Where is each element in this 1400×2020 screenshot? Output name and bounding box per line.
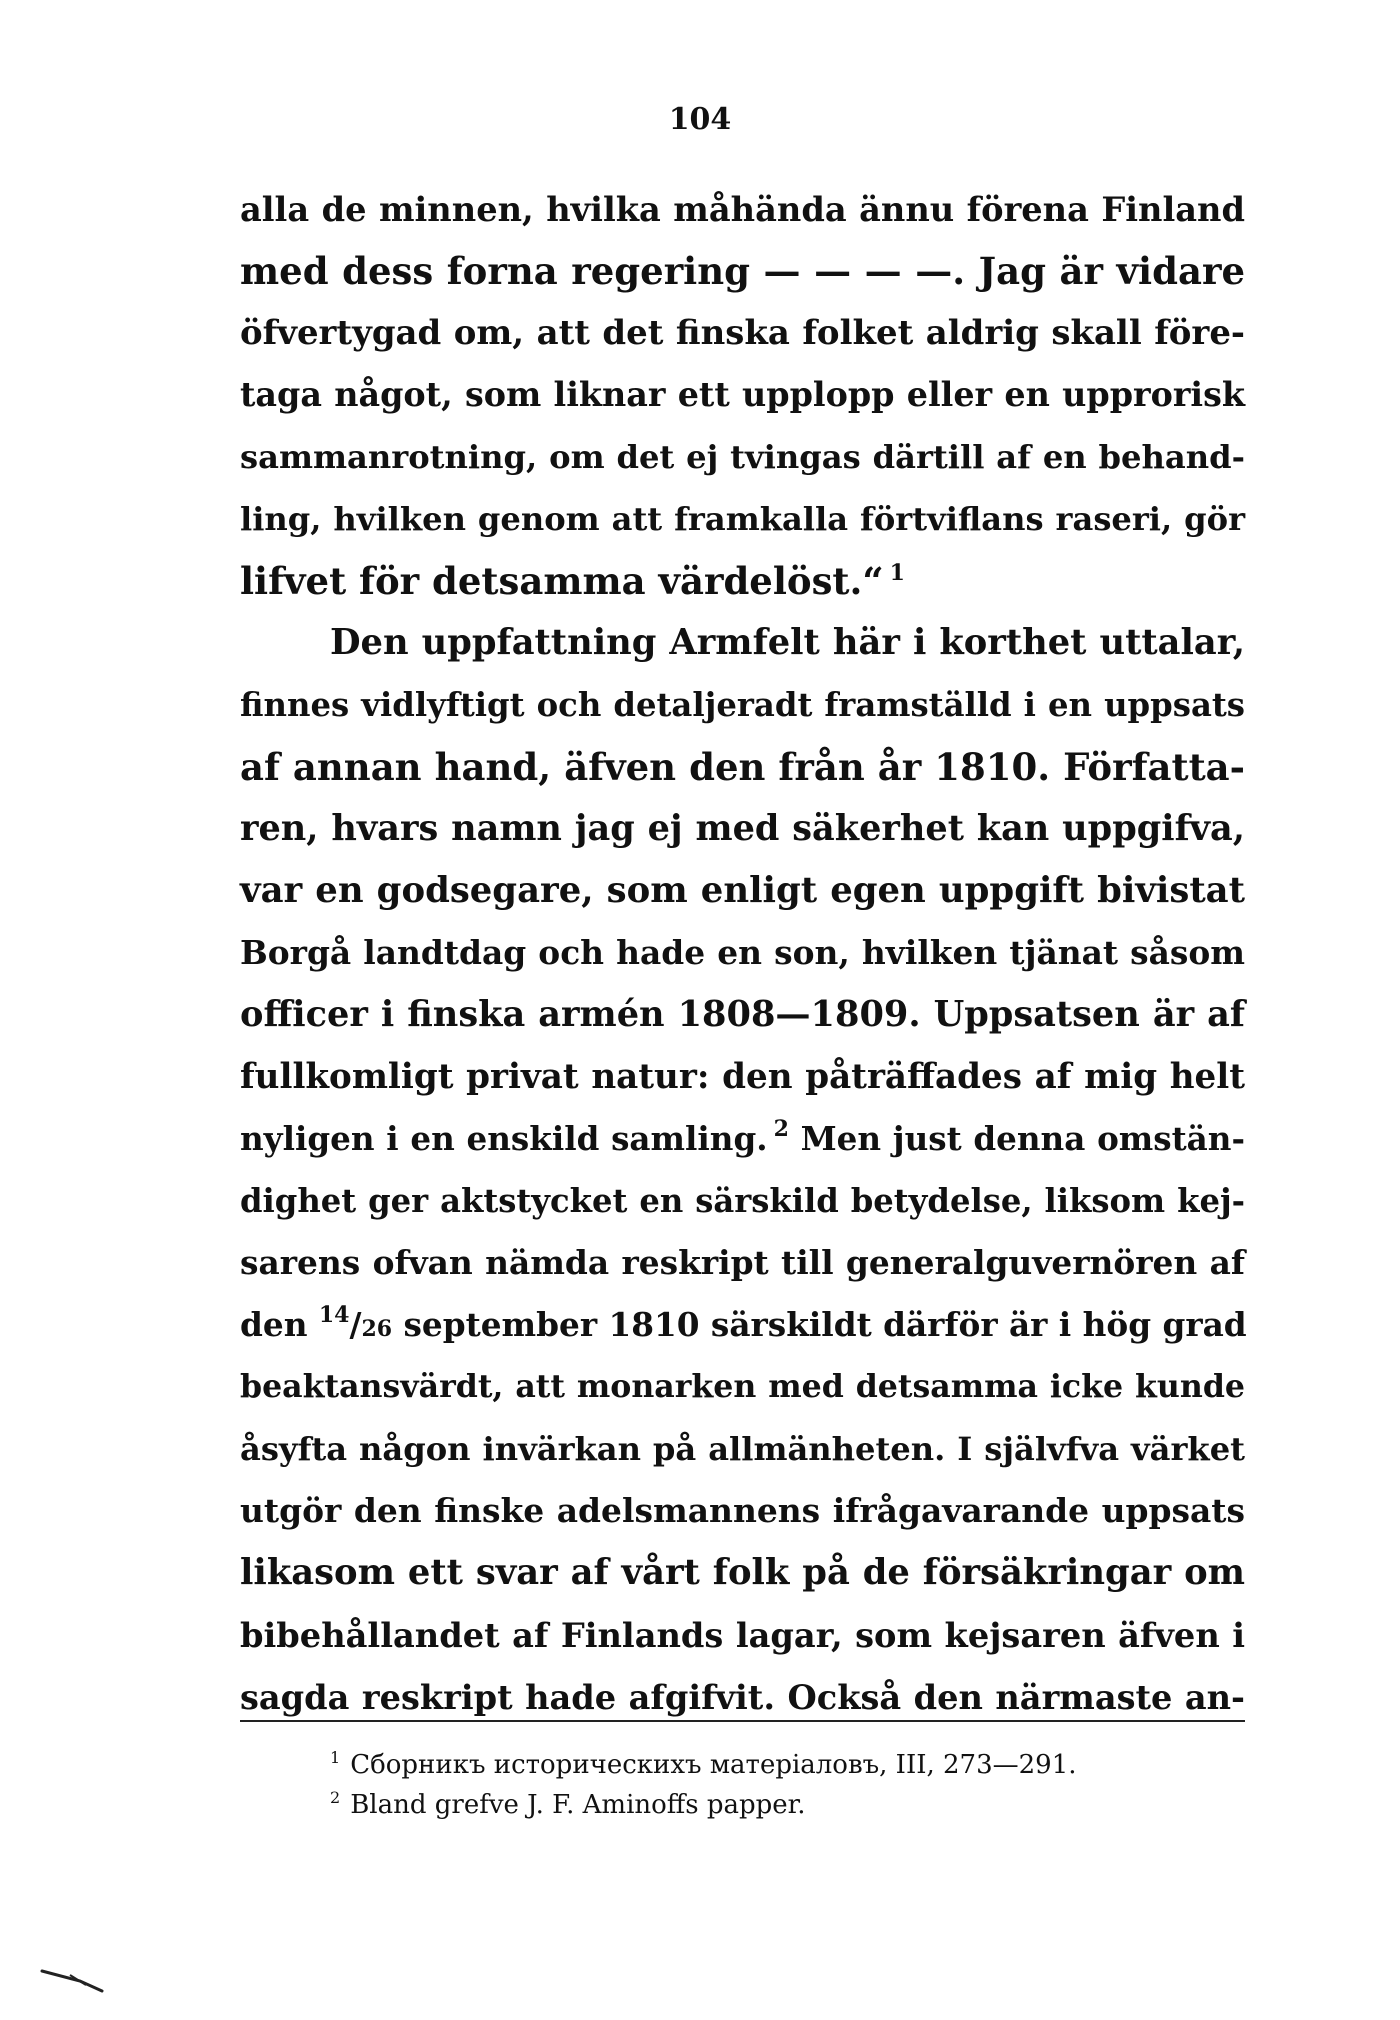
footnote-text: Сборникъ историческихъ матеріаловъ, III, 273—291. (350, 1750, 1077, 1780)
text-line (240, 674, 1245, 736)
text-line (240, 426, 1245, 488)
text-line (240, 1170, 1245, 1232)
text-line (240, 364, 1245, 426)
text-line-content: nyligen i en enskild samling. (240, 1119, 768, 1158)
text-line-content: med dess forna regering — — — —. Jag är vidare (240, 249, 1245, 293)
text-line-content: likasom ett svar af vårt folk på de försäkringar om (240, 1552, 1245, 1593)
text-line (240, 1108, 1245, 1170)
text-line (240, 612, 1245, 674)
text-line (240, 1604, 1245, 1666)
date-fraction-slash: / (349, 1305, 362, 1344)
date-fraction-denominator: 26 (361, 1316, 393, 1342)
text-line-content: den (240, 1305, 319, 1344)
text-line-content: åsyfta någon invärkan på allmänheten. I självfva värket (240, 1430, 1245, 1468)
text-line (240, 302, 1245, 364)
text-line-content: sarens ofvan nämda reskript till generalguvernören af (240, 1243, 1245, 1282)
text-line-continuation: september 1810 särskildt därför är i hög grad (392, 1305, 1247, 1344)
text-line-content: Den uppfattning Armfelt här i korthet uttalar, (330, 622, 1245, 663)
text-line (240, 178, 1245, 240)
text-line-content: var en godsegare, som enligt egen uppgift bivistat (240, 870, 1245, 911)
text-line-content: beaktansvärdt, att monarken med detsamma icke kunde (240, 1368, 1245, 1405)
text-line-content: ling, hvilken genom att framkalla förtviflans raseri, gör (240, 500, 1245, 538)
text-line (240, 736, 1245, 798)
text-line (240, 860, 1245, 922)
text-line (240, 922, 1245, 984)
footnote-reference: 1 (889, 560, 905, 586)
text-line-content: Borgå landtdag och hade en son, hvilken tjänat såsom (240, 933, 1245, 972)
text-line-content: ren, hvars namn jag ej med säkerhet kan uppgifva, (240, 808, 1245, 849)
text-line (240, 1418, 1245, 1480)
body-text (240, 178, 1245, 1728)
text-line-content: officer i finska armén 1808—1809. Uppsatsen är af (240, 994, 1245, 1035)
text-line (240, 1232, 1245, 1294)
text-line (240, 1356, 1245, 1418)
text-line-content: sammanrotning, om det ej tvingas därtill af en behand- (240, 438, 1245, 476)
text-line-content: öfvertygad om, att det finska folket aldrig skall före- (240, 313, 1245, 353)
text-line-content: finnes vidlyftigt och detaljeradt framställd i en uppsats (240, 686, 1245, 724)
text-line-content: bibehållandet af Finlands lagar, som kejsaren äfven i (240, 1615, 1245, 1655)
footnote-text: Bland grefve J. F. Aminoffs papper. (350, 1790, 806, 1820)
footnote-marker: 1 (330, 1748, 341, 1767)
text-line (240, 798, 1245, 860)
text-line (240, 1480, 1245, 1542)
text-line-content: af annan hand, äfven den från år 1810. Författa- (240, 745, 1245, 789)
footnote-marker: 2 (330, 1788, 341, 1807)
text-line (240, 550, 1245, 612)
text-line (240, 984, 1245, 1046)
text-line-content: utgör den finske adelsmannens ifrågavarande uppsats (240, 1491, 1245, 1530)
text-line (240, 1542, 1245, 1604)
text-line (240, 1666, 1245, 1728)
text-line-content: taga något, som liknar ett upplopp eller en upprorisk (240, 375, 1245, 414)
text-line-content: lifvet för detsamma värdelöst.“ (240, 559, 884, 603)
text-line (240, 240, 1245, 302)
ink-speck-mark (40, 1965, 120, 1995)
footnote (330, 1785, 1230, 1825)
page-number: 104 (668, 102, 732, 137)
text-line (240, 1046, 1245, 1108)
text-line-content: sagda reskript hade afgifvit. Också den närmaste an- (240, 1677, 1245, 1717)
footnote-reference: 2 (773, 1116, 789, 1142)
footnote (330, 1745, 1230, 1785)
text-line-content: fullkomligt privat natur: den påträffades af mig helt (240, 1057, 1245, 1097)
text-line-content: alla de minnen, hvilka måhända ännu förena Finland (240, 189, 1245, 229)
text-line (240, 1294, 1245, 1356)
text-line (240, 488, 1245, 550)
text-line-continuation: Men just denna omstän- (788, 1119, 1245, 1158)
date-fraction-numerator: 14 (318, 1302, 350, 1328)
footnote-divider (240, 1720, 1245, 1722)
text-line-content: dighet ger aktstycket en särskild betydelse, liksom kej- (240, 1182, 1245, 1220)
footnotes (330, 1745, 1230, 1825)
